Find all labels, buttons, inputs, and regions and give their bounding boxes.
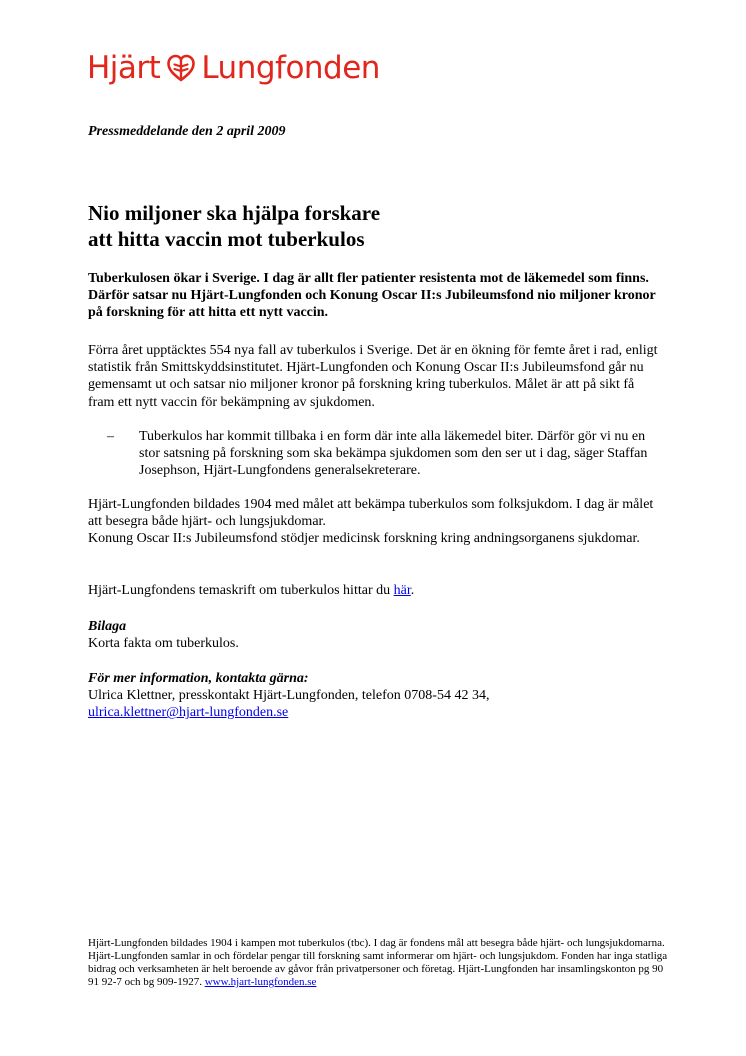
logo	[87, 48, 380, 88]
paragraph-4	[88, 582, 658, 599]
headline-line-2: att hitta vaccin mot tuberkulos	[88, 227, 365, 251]
contact-line: Ulrica Klettner, presskontakt Hjärt-Lungfonden, telefon 0708-54 42 34,	[88, 688, 490, 704]
logo-text-left: Hjärt	[87, 50, 161, 86]
logo-text-right: Lungfonden	[201, 50, 380, 86]
press-date: Pressmeddelande den 2 april 2009	[88, 124, 286, 139]
paragraph-4-end: .	[410, 583, 415, 598]
headline	[88, 200, 380, 252]
paragraph-3: Konung Oscar II:s Jubileumsfond stödjer medicinsk forskning kring andningsorganens sjukdomar.	[88, 531, 640, 546]
headline-line-1: Nio miljoner ska hjälpa forskare	[88, 201, 381, 225]
quote-text: Tuberkulos har kommit tillbaka i en form där inte alla läkemedel biter. Därför gör vi nu en stor satsning på forskning som ska bekämpa sjukdomen som den ser ut i dag, säger Staffan Josephson, Hjärt-Lungfondens generalsekreterare.	[139, 429, 648, 479]
footer	[88, 937, 668, 989]
ingress: Tuberkulosen ökar i Sverige. I dag är allt fler patienter resistenta mot de läkemedel som finns. Därför satsar nu Hjärt-Lungfonden och Konung Oscar II:s Jubileumsfond nio miljoner kronor på forskning för att hitta ett nytt vaccin.	[88, 271, 656, 320]
quote-dash: –	[107, 429, 114, 444]
attachment-text: Korta fakta om tuberkulos.	[88, 636, 239, 652]
heart-lung-icon	[166, 53, 196, 83]
footer-text: Hjärt-Lungfonden bildades 1904 i kampen mot tuberkulos (tbc). I dag är fondens mål att besegra både hjärt- och lungsjukdomarna. Hjärt-Lungfonden samlar in och fördelar pengar till forskning samt informerar om hjärt- och lungsjukdom. Fonden har inga statliga bidrag och verksamheten är helt beroende av gåvor från privatpersoner och företag. Hjärt-Lungfonden har insamlingskonton pg 90 91 92-7 och bg 909-1927.	[88, 937, 668, 988]
quote	[107, 428, 667, 480]
footer-website-link[interactable]: www.hjart-lungfonden.se	[204, 976, 317, 988]
attachment	[88, 618, 239, 652]
contact	[88, 670, 489, 722]
contact-email-link[interactable]: ulrica.klettner@hjart-lungfonden.se	[88, 705, 289, 721]
contact-heading: För mer information, kontakta gärna:	[88, 671, 309, 686]
paragraph-1: Förra året upptäcktes 554 nya fall av tuberkulos i Sverige. Det är en ökning för femte året i rad, enligt statistik från Smittskyddsinstitutet. Hjärt-Lungfonden och Konung Oscar II:s Jubileumsfond går nu gemensamt ut och satsar nio miljoner kronor på forskning kring tuberkulos. Målet är att på sikt få fram ett nytt vaccin för bekämpning av sjukdomen.	[88, 343, 658, 410]
attachment-heading: Bilaga	[88, 619, 127, 634]
paragraph-4-text: Hjärt-Lungfondens temaskrift om tuberkulos hittar du	[88, 583, 394, 598]
paragraph-2: Hjärt-Lungfonden bildades 1904 med målet att bekämpa tuberkulos som folksjukdom. I dag är målet att besegra både hjärt- och lungsjukdomar.	[88, 497, 654, 530]
here-link[interactable]: här	[393, 583, 411, 598]
